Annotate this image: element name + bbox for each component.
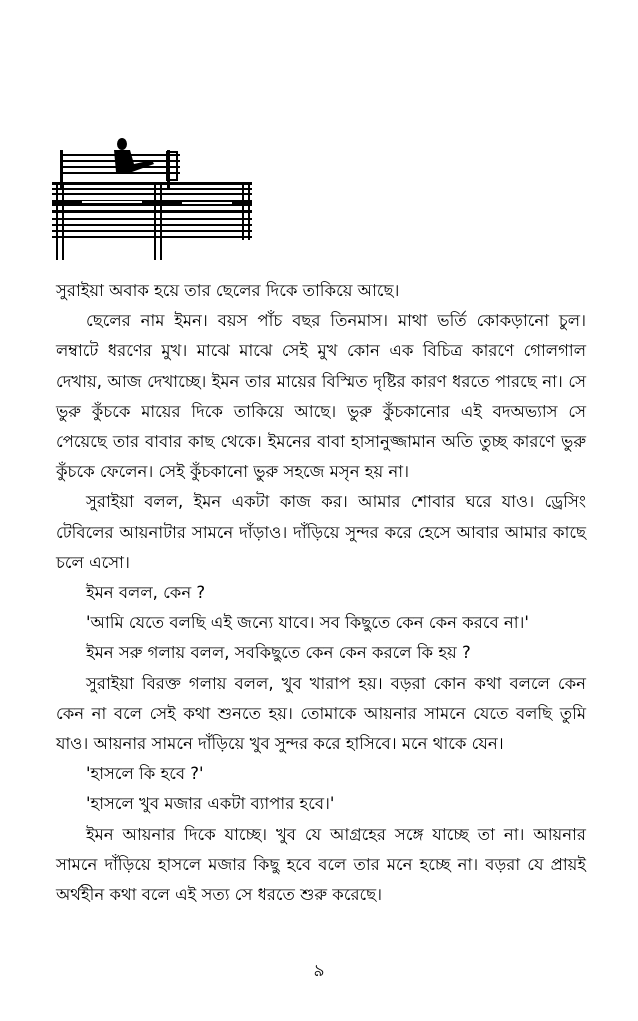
paragraph-3: সুরাইয়া বলল, ইমন একটা কাজ কর। আমার শোবার ঘরে যাও। ড্রেসিং টেবিলের আয়নাটার সামনে দাঁড়াও। দাঁড়িয়ে সুন্দর করে হেসে আবার আমার কাছে চলে এসো।	[56, 492, 586, 572]
page-number: ৯	[313, 961, 325, 981]
body-text	[56, 276, 586, 910]
paragraph-4: ইমন বলল, কেন ?	[86, 583, 206, 603]
paragraph-5: 'আমি যেতে বলছি এই জন্যে যাবে। সব কিছুতে কেন কেন করবে না।'	[86, 613, 529, 633]
park-bench-silhouette-icon	[52, 138, 252, 260]
paragraph-2: ছেলের নাম ইমন। বয়স পাঁচ বছর তিনমাস। মাথা ভর্তি কোকড়ানো চুল। লম্বাটে ধরণের মুখ। মাঝে মাঝে সেই মুখ কোন এক বিচিত্র কারণে গোলগাল দেখায়, আজ দেখাচ্ছে। ইমন তার মায়ের বিস্মিত দৃষ্টির কারণ ধরতে পারছে না। সে ভুরু কুঁচকে মায়ের দিকে তাকিয়ে আছে। ভুরু কুঁচকানোর এই বদঅভ্যাস সে পেয়েছে তার বাবার কাছ থেকে। ইমনের বাবা হাসানুজ্জামান অতি তুচ্ছ কারণে ভুরু কুঁচকে ফেলেন। সেই কুঁচকানো ভুরু সহজে মসৃন হয় না।	[56, 311, 586, 482]
paragraph-8: 'হাসলে কি হবে ?'	[86, 764, 204, 784]
paragraph-6: ইমন সরু গলায় বলল, সবকিছুতে কেন কেন করলে কি হয় ?	[86, 643, 471, 663]
paragraph-7: সুরাইয়া বিরক্ত গলায় বলল, খুব খারাপ হয়। বড়রা কোন কথা বললে কেন কেন না বলে সেই কথা শুনতে হয়। তোমাকে আয়নার সামনে যেতে বলছি তুমি যাও। আয়নার সামনে দাঁড়িয়ে খুব সুন্দর করে হাসিবে। মনে থাকে যেন।	[56, 673, 586, 754]
paragraph-9: 'হাসলে খুব মজার একটা ব্যাপার হবে।'	[86, 794, 335, 814]
paragraph-10: ইমন আয়নার দিকে যাচ্ছে। খুব যে আগ্রহের সঙ্গে যাচ্ছে তা না। আয়নার সামনে দাঁড়িয়ে হাসলে মজার কিছু হবে বলে তার মনে হচ্ছে না। বড়রা যে প্রায়ই অর্থহীন কথা বলে এই সত্য সে ধরতে শুরু করেছে।	[56, 824, 586, 905]
paragraph-1: সুরাইয়া অবাক হয়ে তার ছেলের দিকে তাকিয়ে আছে।	[56, 281, 400, 300]
